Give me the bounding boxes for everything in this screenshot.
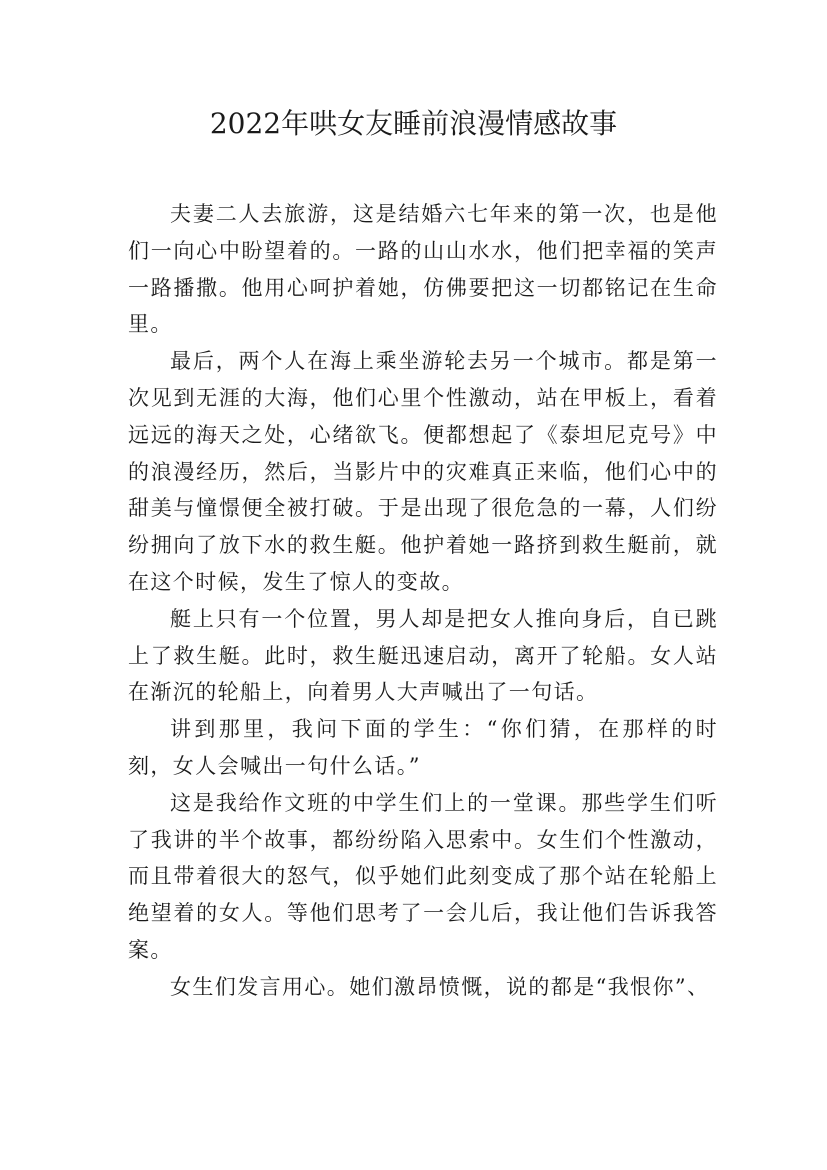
paragraph: 女生们发言用心。她们激昂愤慨，说的都是“我恨你”、 [170,974,710,999]
paragraph: 夫妻二人去旅游，这是结婚六七年来的第一次，也是他们一向心中盼望着的。一路的山山水水，他们把幸福的笑声一路播撒。他用心呵护着她，仿佛要把这一切都铭记在生命里。 [128,202,718,337]
document-title: 2022年哄女友睡前浪漫情感故事 [209,107,618,140]
paragraph: 艇上只有一个位置，男人却是把女人推向身后，自已跳上了救生艇。此时，救生艇迅速启动，离开了轮船。女人站在渐沉的轮船上，向着男人大声喊出了一句话。 [128,606,718,705]
paragraph: 这是我给作文班的中学生们上的一堂课。那些学生们听了我讲的半个故事，都纷纷陷入思索中。女生们个性激动，而且带着很大的怒气，似乎她们此刻变成了那个站在轮船上绝望着的女人。等他们思考了一会儿后，我让他们告诉我答案。 [128,790,718,962]
paragraph: 讲到那里，我问下面的学生：“你们猜，在那样的时刻，女人会喊出一句什么话。” [128,717,718,778]
document-body [128,196,718,1006]
paragraph: 最后，两个人在海上乘坐游轮去另一个城市。都是第一次见到无涯的大海，他们心里个性激动，站在甲板上，看着远远的海天之处，心绪欲飞。便都想起了《泰坦尼克号》中的浪漫经历，然后，当影片中的灾难真正来临，他们心中的甜美与憧憬便全被打破。于是出现了很危急的一幕，人们纷纷拥向了放下水的救生艇。他护着她一路挤到救生艇前，就在这个时候，发生了惊人的变故。 [128,349,718,594]
